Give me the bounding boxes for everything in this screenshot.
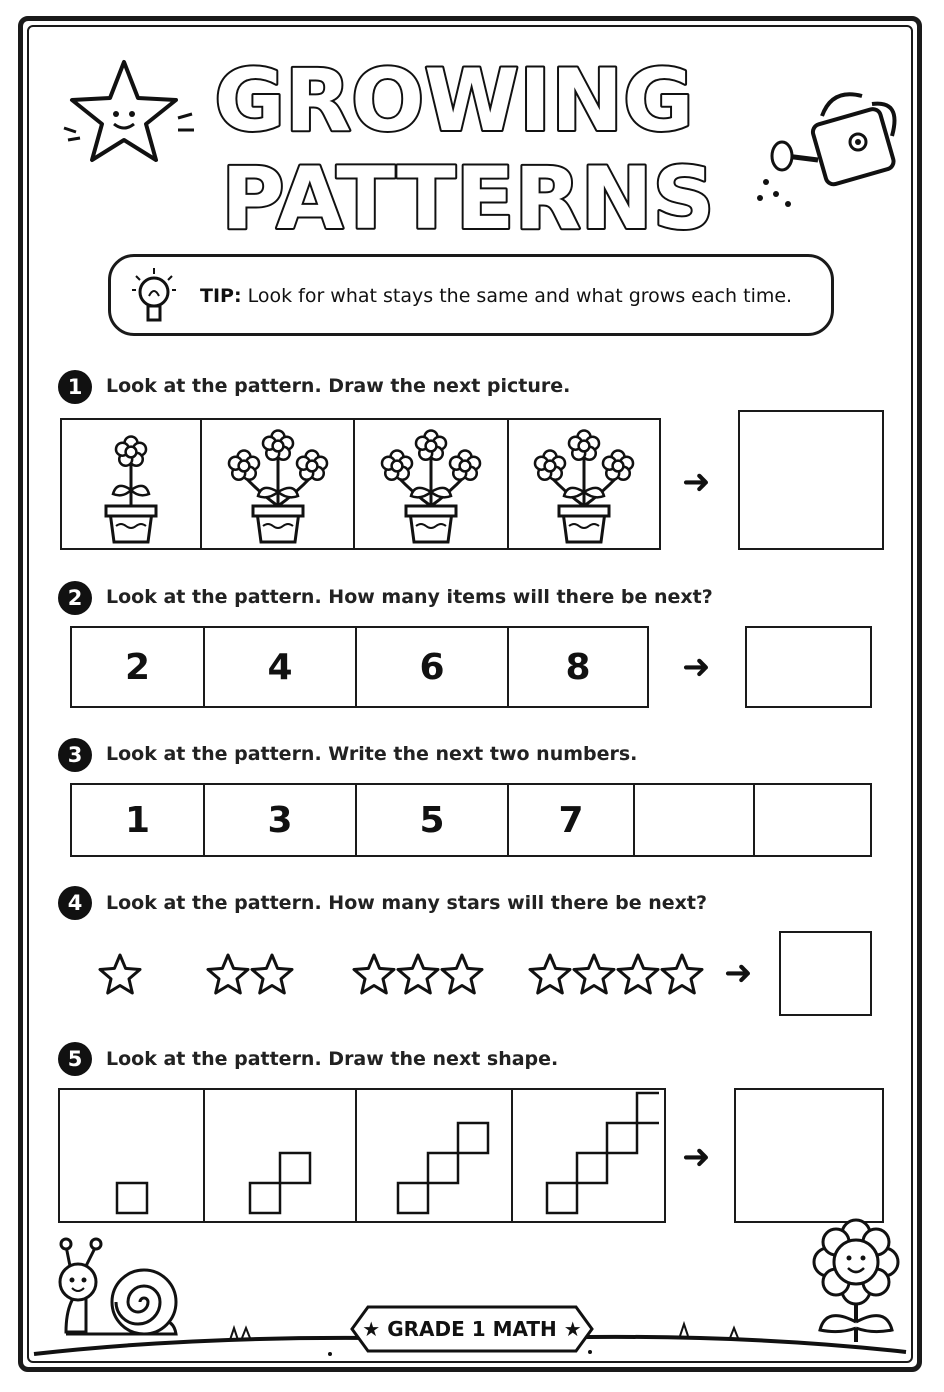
badge-star-icon: ★ [563, 1317, 582, 1341]
flower-pot-icon [213, 424, 343, 544]
square-block [547, 1183, 577, 1213]
q2-cell-2: 4 [203, 626, 357, 708]
question-2-number: 2 [58, 581, 92, 615]
star-group-2 [204, 952, 298, 998]
square-block [637, 1093, 659, 1123]
flower-icon [535, 451, 565, 480]
star-icon [208, 955, 248, 993]
q1-cell-2 [200, 418, 355, 550]
q3-answer-box-1[interactable] [633, 783, 755, 857]
q1-cell-4 [507, 418, 661, 550]
badge-label: GRADE 1 MATH [387, 1317, 557, 1341]
question-2-text: Look at the pattern. How many items will there be next? [106, 586, 713, 608]
square-block [458, 1123, 488, 1153]
square-block [577, 1153, 607, 1183]
star-icon [662, 955, 702, 993]
star-icon [618, 955, 658, 993]
q3-cell-4: 7 [507, 783, 635, 857]
flower-icon [116, 437, 146, 466]
question-5-number: 5 [58, 1042, 92, 1076]
flower-icon [450, 451, 480, 480]
q5-cell-1 [58, 1088, 205, 1223]
square-block [428, 1153, 458, 1183]
smiling-flower-icon [806, 1218, 906, 1348]
staircase-shape [519, 1091, 659, 1221]
q3-cell-2: 3 [203, 783, 357, 857]
flower-pot-icon [66, 424, 196, 544]
question-3-text: Look at the pattern. Write the next two numbers. [106, 743, 638, 765]
lightbulb-icon [124, 266, 184, 330]
flower-icon [262, 431, 292, 460]
title-line-2: PATTERNS [221, 149, 715, 238]
staircase-shape [364, 1091, 504, 1221]
question-5-text: Look at the pattern. Draw the next shape. [106, 1048, 559, 1070]
q2-cell-1: 2 [70, 626, 205, 708]
q1-arrow-icon: ➜ [682, 462, 711, 502]
q5-cell-4 [511, 1088, 666, 1223]
watering-can-icon [752, 86, 902, 216]
square-block [607, 1123, 637, 1153]
q1-cell-3 [353, 418, 509, 550]
q3-answer-box-2[interactable] [753, 783, 872, 857]
question-4-number: 4 [58, 886, 92, 920]
star-icon [354, 955, 394, 993]
q4-answer-box[interactable] [779, 931, 872, 1016]
star-group-4 [526, 952, 708, 998]
staircase-shape [210, 1091, 350, 1221]
worksheet-title [190, 38, 750, 238]
question-4-text: Look at the pattern. How many stars will there be next? [106, 892, 708, 914]
flower-icon [228, 451, 258, 480]
q3-cell-3: 5 [355, 783, 509, 857]
q2-cell-4: 8 [507, 626, 649, 708]
tip-text [200, 285, 792, 307]
staircase-shape [62, 1091, 202, 1221]
badge-star-icon: ★ [362, 1317, 381, 1341]
star-group-3 [350, 952, 488, 998]
star-icon [530, 955, 570, 993]
q1-answer-box[interactable] [738, 410, 884, 550]
flower-icon [296, 451, 326, 480]
star-icon [252, 955, 292, 993]
tip-label: TIP: [200, 285, 242, 307]
snail-icon [56, 1236, 186, 1346]
q3-cell-1: 1 [70, 783, 205, 857]
q1-cell-1 [60, 418, 202, 550]
flower-pot-icon [519, 424, 649, 544]
q2-arrow-icon: ➜ [682, 647, 711, 687]
q2-cell-3: 6 [355, 626, 509, 708]
grade-badge [350, 1305, 594, 1353]
q5-arrow-icon: ➜ [682, 1137, 711, 1177]
star-icon [574, 955, 614, 993]
q4-arrow-icon: ➜ [724, 953, 753, 993]
square-block [280, 1153, 310, 1183]
flower-icon [416, 431, 446, 460]
star-group-1 [96, 952, 146, 998]
tip-body: Look for what stays the same and what grows each time. [241, 285, 793, 307]
square-block [117, 1183, 147, 1213]
flower-icon [603, 451, 633, 480]
star-icon [398, 955, 438, 993]
star-icon [442, 955, 482, 993]
q2-answer-box[interactable] [745, 626, 872, 708]
star-icon [100, 955, 140, 993]
title-line-1: GROWING [214, 51, 694, 151]
question-3-number: 3 [58, 738, 92, 772]
flower-pot-icon [366, 424, 496, 544]
q5-cell-3 [355, 1088, 513, 1223]
flower-icon [569, 431, 599, 460]
smiling-star-icon [60, 56, 200, 166]
square-block [398, 1183, 428, 1213]
q5-answer-box[interactable] [734, 1088, 884, 1223]
square-block [250, 1183, 280, 1213]
flower-icon [382, 451, 412, 480]
question-1-text: Look at the pattern. Draw the next picture. [106, 375, 571, 397]
q5-cell-2 [203, 1088, 357, 1223]
question-1-number: 1 [58, 370, 92, 404]
